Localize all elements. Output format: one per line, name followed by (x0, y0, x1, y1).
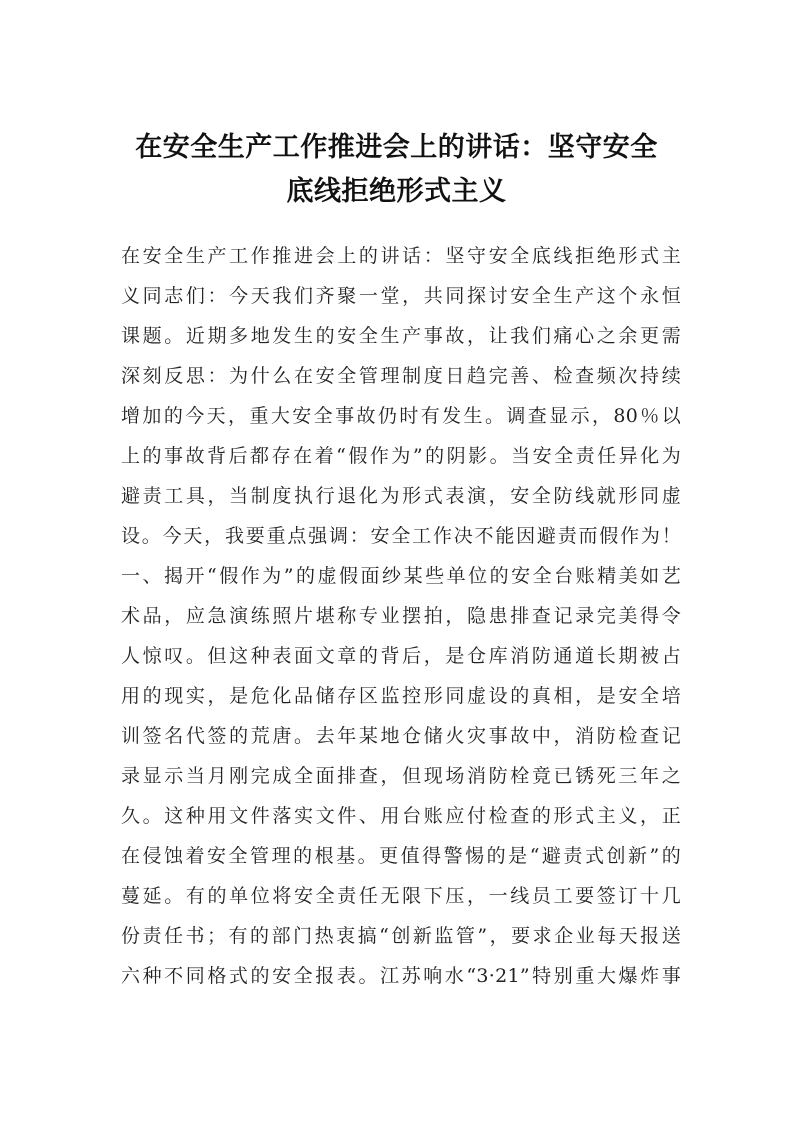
body-line: 避责工具，当制度执行退化为形式表演，安全防线就形同虚 (121, 485, 681, 507)
title-line: 底线拒绝形式主义 (286, 176, 507, 207)
body-line: 录显示当月刚完成全面排查，但现场消防栓竟已锈死三年之 (121, 765, 681, 787)
body-line: 课题。近期多地发生的安全生产事故，让我们痛心之余更需 (121, 325, 681, 347)
body-line: 在安全生产工作推进会上的讲话：坚守安全底线拒绝形式主 (121, 245, 681, 267)
body-line: 上的事故背后都存在着“假作为”的阴影。当安全责任异化为 (121, 445, 681, 467)
body-line: 份责任书；有的部门热衷搞“创新监管”，要求企业每天报送 (121, 925, 681, 947)
body-line: 蔓延。有的单位将安全责任无限下压，一线员工要签订十几 (121, 885, 681, 907)
body-line: 术品，应急演练照片堪称专业摆拍，隐患排查记录完美得令 (121, 605, 681, 627)
body-line: 义同志们：今天我们齐聚一堂，共同探讨安全生产这个永恒 (121, 285, 681, 307)
body-line: 在侵蚀着安全管理的根基。更值得警惕的是“避责式创新”的 (121, 845, 681, 867)
body-line: 训签名代签的荒唐。去年某地仓储火灾事故中，消防检查记 (121, 725, 681, 747)
body-line: 用的现实，是危化品储存区监控形同虚设的真相，是安全培 (121, 685, 681, 707)
body-line: 增加的今天，重大安全事故仍时有发生。调查显示，80％以 (121, 405, 681, 427)
title-line: 在安全生产工作推进会上的讲话：坚守安全 (135, 132, 658, 163)
body-line: 六种不同格式的安全报表。江苏响水“3·21”特别重大爆炸事 (121, 965, 681, 987)
body-line: 深刻反思：为什么在安全管理制度日趋完善、检查频次持续 (121, 365, 681, 387)
document-title (110, 126, 683, 214)
body-line: 设。今天，我要重点强调：安全工作决不能因避责而假作为！ (121, 525, 681, 547)
body-line: 人惊叹。但这种表面文章的背后，是仓库消防通道长期被占 (121, 645, 681, 667)
body-line: 久。这种用文件落实文件、用台账应付检查的形式主义，正 (121, 805, 681, 827)
body-line: 一、揭开“假作为”的虚假面纱某些单位的安全台账精美如艺 (121, 565, 681, 587)
document-body (121, 244, 681, 1004)
